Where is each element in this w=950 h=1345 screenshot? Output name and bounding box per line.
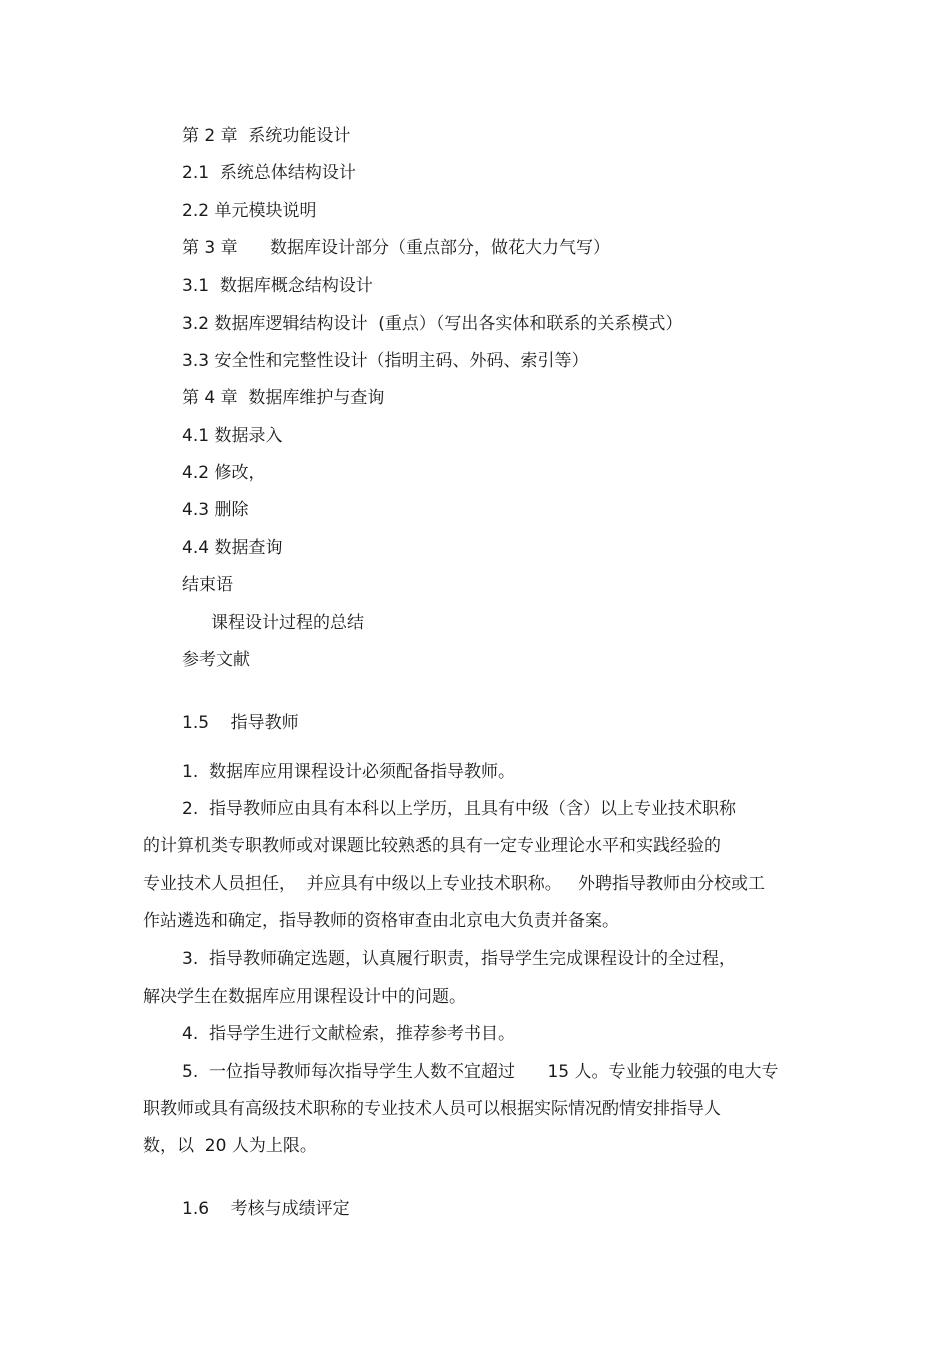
section-heading-1-6: 1.6 考核与成绩评定 [182, 1199, 350, 1219]
toc-item-4-2: 4.2 修改， [182, 463, 266, 483]
toc-item-2-1: 2.1 系统总体结构设计 [182, 163, 356, 183]
toc-item-3-1: 3.1 数据库概念结构设计 [182, 276, 373, 296]
paragraph-2-line-2: 的计算机类专职教师或对课题比较熟悉的具有一定专业理论水平和实践经验的 [143, 836, 721, 856]
toc-chapter-2: 第 2 章 系统功能设计 [182, 126, 351, 146]
section-heading-1-5: 1.5 指导教师 [182, 713, 299, 733]
paragraph-5-line-2: 职教师或具有高级技术职称的专业技术人员可以根据实际情况酌情安排指导人 [143, 1099, 721, 1119]
toc-chapter-4: 第 4 章 数据库维护与查询 [182, 388, 385, 408]
paragraph-5-line-3: 数，以 20 人为上限。 [143, 1136, 317, 1156]
paragraph-2-line-3: 专业技术人员担任， 并应具有中级以上专业技术职称。 外聘指导教师由分校或工 [143, 874, 766, 894]
toc-item-2-2: 2.2 单元模块说明 [182, 201, 317, 221]
toc-item-4-1: 4.1 数据录入 [182, 426, 283, 446]
paragraph-4-line-1: 4. 指导学生进行文献检索，推荐参考书目。 [182, 1024, 516, 1044]
paragraph-3-line-2: 解决学生在数据库应用课程设计中的问题。 [143, 987, 466, 1007]
toc-chapter-3: 第 3 章 数据库设计部分（重点部分，做花大力气写） [182, 238, 611, 258]
toc-item-4-4: 4.4 数据查询 [182, 538, 283, 558]
paragraph-2-line-4: 作站遴选和确定，指导教师的资格审查由北京电大负责并备案。 [143, 911, 619, 931]
paragraph-1-line-1: 1. 数据库应用课程设计必须配备指导教师。 [182, 762, 516, 782]
toc-references: 参考文献 [182, 650, 250, 670]
toc-item-3-3: 3.3 安全性和完整性设计（指明主码、外码、索引等） [182, 351, 589, 371]
toc-item-3-2: 3.2 数据库逻辑结构设计 (重点）（写出各实体和联系的关系模式） [182, 314, 683, 334]
paragraph-3-line-1: 3. 指导教师确定选题，认真履行职责，指导学生完成课程设计的全过程， [182, 949, 737, 969]
toc-conclusion-summary: 课程设计过程的总结 [211, 613, 364, 633]
paragraph-5-line-1: 5. 一位指导教师每次指导学生人数不宜超过 15 人。专业能力较强的电大专 [182, 1062, 779, 1082]
toc-conclusion: 结束语 [182, 575, 233, 595]
toc-item-4-3: 4.3 删除 [182, 500, 249, 520]
paragraph-2-line-1: 2. 指导教师应由具有本科以上学历，且具有中级（含）以上专业技术职称 [182, 799, 737, 819]
